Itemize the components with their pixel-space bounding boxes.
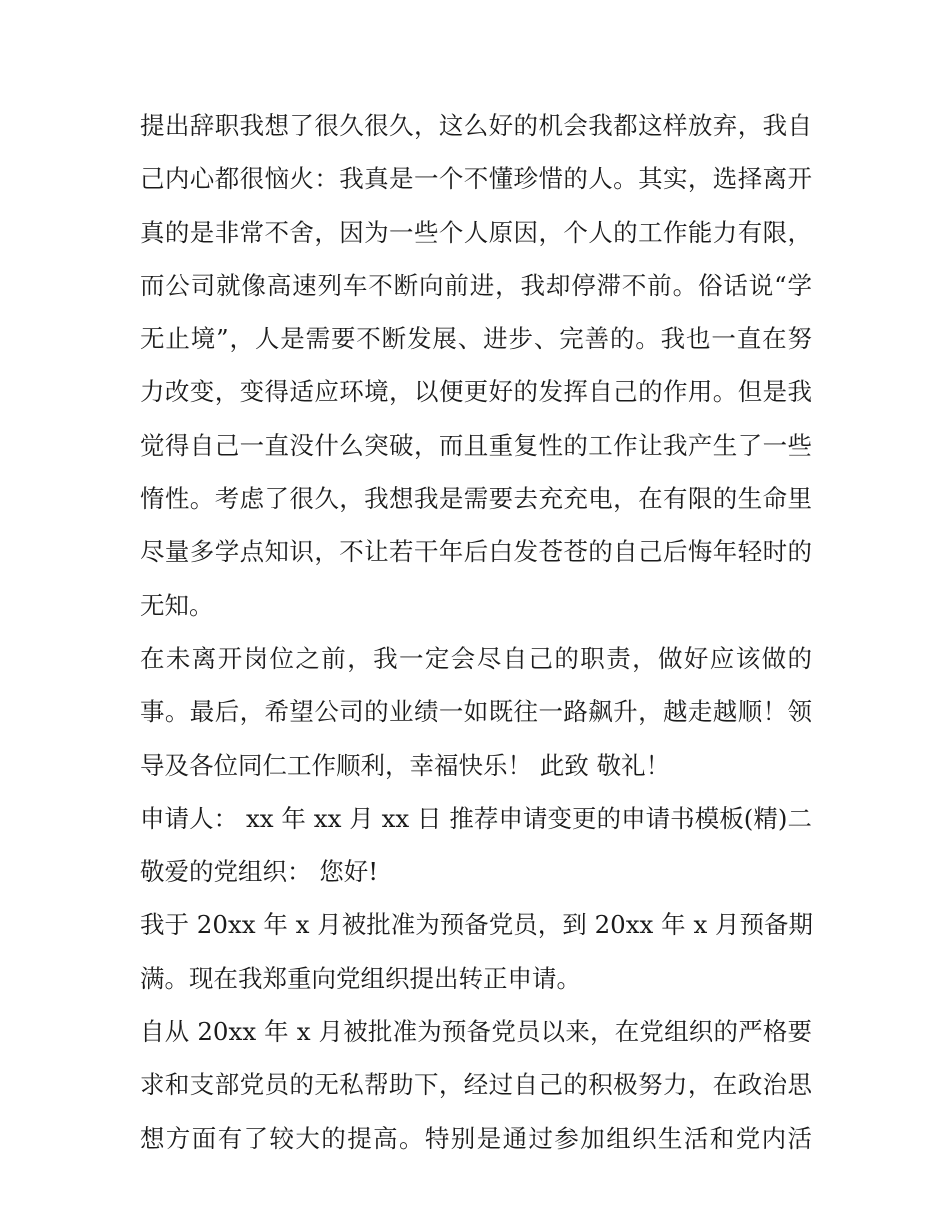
text-line: 提出辞职我想了很久很久，这么好的机会我都这样放弃，我自	[140, 111, 812, 140]
text-line: 真的是非常不舍，因为一些个人原因，个人的工作能力有限，	[140, 217, 812, 247]
text-line: 申请人： xx 年 xx 月 xx 日 推荐申请变更的申请书模板(精)二	[140, 803, 812, 833]
text-line: 无知。	[140, 590, 214, 620]
text-line: 导及各位同仁工作顺利，幸福快乐！ 此致 敬礼！	[140, 750, 671, 780]
text-line: 在未离开岗位之前，我一定会尽自己的职责，做好应该做的	[140, 643, 812, 673]
text-line: 无止境”，人是需要不断发展、进步、完善的。我也一直在努	[140, 324, 812, 354]
text-line: 敬爱的党组织： 您好!	[140, 857, 379, 887]
text-line: 自从 20xx 年 x 月被批准为预备党员以来，在党组织的严格要	[140, 1017, 812, 1047]
text-line: 而公司就像高速列车不断向前进，我却停滞不前。俗话说“学	[140, 270, 812, 300]
text-line: 想方面有了较大的提高。特别是通过参加组织生活和党内活	[140, 1123, 812, 1153]
text-line: 觉得自己一直没什么突破，而且重复性的工作让我产生了一些	[140, 430, 812, 460]
document-body	[140, 99, 812, 1165]
text-line: 己内心都很恼火：我真是一个不懂珍惜的人。其实，选择离开	[140, 164, 812, 194]
text-line: 惰性。考虑了很久，我想我是需要去充充电，在有限的生命里	[140, 484, 812, 514]
text-line: 满。现在我郑重向党组织提出转正申请。	[140, 963, 581, 993]
text-line: 求和支部党员的无私帮助下，经过自己的积极努力，在政治思	[140, 1070, 812, 1100]
text-line: 事。最后，希望公司的业绩一如既往一路飙升，越走越顺！领	[140, 697, 812, 727]
text-line: 尽量多学点知识，不让若干年后白发苍苍的自己后悔年轻时的	[140, 537, 812, 567]
text-line: 我于 20xx 年 x 月被批准为预备党员，到 20xx 年 x 月预备期	[140, 910, 814, 940]
text-line: 力改变，变得适应环境，以便更好的发挥自己的作用。但是我	[140, 377, 812, 407]
